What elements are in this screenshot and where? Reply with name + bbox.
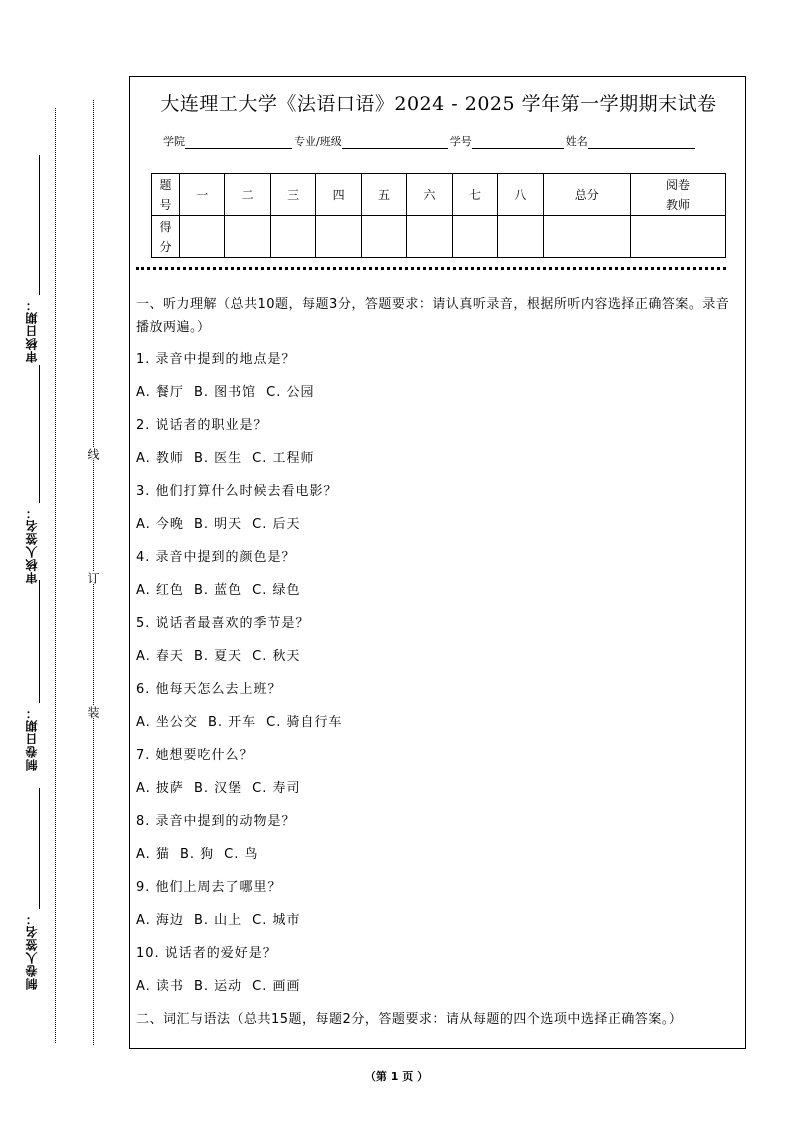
question-8: 8. 录音中提到的动物是？ bbox=[136, 814, 296, 829]
name-field[interactable] bbox=[588, 137, 695, 149]
question-9: 9. 他们上周去了哪里？ bbox=[136, 880, 282, 895]
score-cell-7[interactable] bbox=[452, 216, 497, 258]
option-c[interactable]: C. 公园 bbox=[266, 385, 315, 400]
question-2-options bbox=[136, 442, 736, 475]
option-a[interactable]: A. 海边 bbox=[136, 913, 184, 928]
option-a[interactable]: A. 红色 bbox=[136, 583, 184, 598]
binding-zhuang-char: 装 bbox=[86, 706, 100, 718]
option-b[interactable]: B. 医生 bbox=[193, 451, 243, 466]
option-a[interactable]: A. 读书 bbox=[136, 979, 184, 994]
college-field[interactable] bbox=[185, 137, 292, 149]
section1-heading: 一、听力理解（总共10题，每题3分，答题要求：请认真听录音，根据所听内容选择正确答案。录音播放两遍。） bbox=[136, 297, 730, 335]
score-table bbox=[151, 173, 726, 258]
question-3: 3. 他们打算什么时候去看电影？ bbox=[136, 484, 338, 499]
exam-title: 大连理工大学《法语口语》2024 - 2025 学年第一学期期末试卷 bbox=[160, 93, 717, 115]
question-6: 6. 他每天怎么去上班？ bbox=[136, 682, 282, 697]
option-b[interactable]: B. 运动 bbox=[193, 979, 243, 994]
option-c[interactable]: C. 绿色 bbox=[252, 583, 301, 598]
reviewer-date-line bbox=[39, 155, 40, 295]
option-c[interactable]: C. 工程师 bbox=[252, 451, 315, 466]
question-number-label: 题 号 bbox=[152, 174, 180, 216]
reviewer-signature-line bbox=[39, 365, 40, 503]
col-5: 五 bbox=[361, 174, 406, 216]
option-c[interactable]: C. 寿司 bbox=[252, 781, 301, 796]
maker-date-label: 制卷日期： bbox=[25, 706, 39, 771]
reviewer-date-label: 审核日期： bbox=[25, 298, 39, 363]
question-7: 7. 她想要吃什么？ bbox=[136, 748, 254, 763]
option-a[interactable]: A. 坐公交 bbox=[136, 715, 198, 730]
maker-signature-line bbox=[39, 788, 40, 909]
score-cell-8[interactable] bbox=[498, 216, 543, 258]
col-total: 总分 bbox=[543, 174, 630, 216]
page-number: （第 1 页 ） bbox=[364, 1070, 429, 1083]
option-c[interactable]: C. 鸟 bbox=[224, 847, 259, 862]
question-8-options bbox=[136, 838, 736, 871]
question-5-options bbox=[136, 640, 736, 673]
option-c[interactable]: C. 画画 bbox=[252, 979, 301, 994]
option-a[interactable]: A. 披萨 bbox=[136, 781, 184, 796]
score-cell-4[interactable] bbox=[316, 216, 361, 258]
grader-label: 阅卷 教师 bbox=[631, 174, 726, 216]
question-3-options bbox=[136, 508, 736, 541]
score-cell-5[interactable] bbox=[361, 216, 406, 258]
option-b[interactable]: B. 汉堡 bbox=[193, 781, 243, 796]
question-5: 5. 说话者最喜欢的季节是？ bbox=[136, 616, 310, 631]
option-b[interactable]: B. 夏天 bbox=[193, 649, 243, 664]
question-2: 2. 说话者的职业是？ bbox=[136, 418, 268, 433]
question-6-options bbox=[136, 706, 736, 739]
question-1-options bbox=[136, 376, 736, 409]
score-cell-total[interactable] bbox=[543, 216, 630, 258]
student-id-label: 学号 bbox=[449, 135, 472, 148]
major-field[interactable] bbox=[342, 137, 448, 149]
option-b[interactable]: B. 狗 bbox=[179, 847, 215, 862]
grader-cell[interactable] bbox=[631, 216, 726, 258]
left-dotted-line bbox=[55, 108, 56, 1043]
student-id-field[interactable] bbox=[472, 137, 564, 149]
score-table-header-row bbox=[152, 174, 726, 216]
option-b[interactable]: B. 蓝色 bbox=[193, 583, 243, 598]
option-c[interactable]: C. 城市 bbox=[252, 913, 301, 928]
name-label: 姓名 bbox=[565, 135, 588, 148]
col-1: 一 bbox=[180, 174, 225, 216]
score-table-score-row bbox=[152, 216, 726, 258]
binding-line-char: 线 bbox=[86, 448, 100, 460]
score-label: 得 分 bbox=[152, 216, 180, 258]
question-7-options bbox=[136, 772, 736, 805]
col-7: 七 bbox=[452, 174, 497, 216]
col-2: 二 bbox=[225, 174, 270, 216]
student-info-row bbox=[163, 133, 697, 149]
score-cell-2[interactable] bbox=[225, 216, 270, 258]
option-a[interactable]: A. 餐厅 bbox=[136, 385, 184, 400]
option-b[interactable]: B. 开车 bbox=[207, 715, 257, 730]
question-4-options bbox=[136, 574, 736, 607]
maker-signature-label: 制卷人签名： bbox=[25, 912, 39, 990]
option-b[interactable]: B. 图书馆 bbox=[193, 385, 257, 400]
questions-area bbox=[136, 293, 736, 1031]
question-9-options bbox=[136, 904, 736, 937]
option-c[interactable]: C. 骑自行车 bbox=[266, 715, 343, 730]
question-10-options bbox=[136, 970, 736, 1003]
reviewer-signature-label: 审核人签名： bbox=[25, 506, 39, 584]
score-cell-3[interactable] bbox=[270, 216, 315, 258]
binding-ding-char: 订 bbox=[86, 572, 100, 584]
exam-frame bbox=[129, 76, 746, 1049]
option-b[interactable]: B. 山上 bbox=[193, 913, 243, 928]
option-b[interactable]: B. 明天 bbox=[193, 517, 243, 532]
option-a[interactable]: A. 春天 bbox=[136, 649, 184, 664]
option-a[interactable]: A. 猫 bbox=[136, 847, 170, 862]
major-label: 专业/班级 bbox=[294, 135, 342, 148]
col-3: 三 bbox=[270, 174, 315, 216]
maker-date-line bbox=[39, 580, 40, 703]
option-a[interactable]: A. 教师 bbox=[136, 451, 184, 466]
col-6: 六 bbox=[407, 174, 452, 216]
option-c[interactable]: C. 秋天 bbox=[252, 649, 301, 664]
col-4: 四 bbox=[316, 174, 361, 216]
college-label: 学院 bbox=[163, 135, 185, 148]
col-8: 八 bbox=[498, 174, 543, 216]
section1-question-list bbox=[136, 343, 736, 1003]
score-cell-6[interactable] bbox=[407, 216, 452, 258]
dotted-separator bbox=[136, 267, 726, 270]
question-4: 4. 录音中提到的颜色是？ bbox=[136, 550, 296, 565]
question-1: 1. 录音中提到的地点是？ bbox=[136, 352, 296, 367]
option-a[interactable]: A. 今晚 bbox=[136, 517, 184, 532]
question-10: 10. 说话者的爱好是？ bbox=[136, 946, 277, 961]
option-c[interactable]: C. 后天 bbox=[252, 517, 301, 532]
section2-heading: 二、词汇与语法（总共15题，每题2分，答题要求：请从每题的四个选项中选择正确答案。） bbox=[136, 1012, 683, 1027]
score-cell-1[interactable] bbox=[180, 216, 225, 258]
